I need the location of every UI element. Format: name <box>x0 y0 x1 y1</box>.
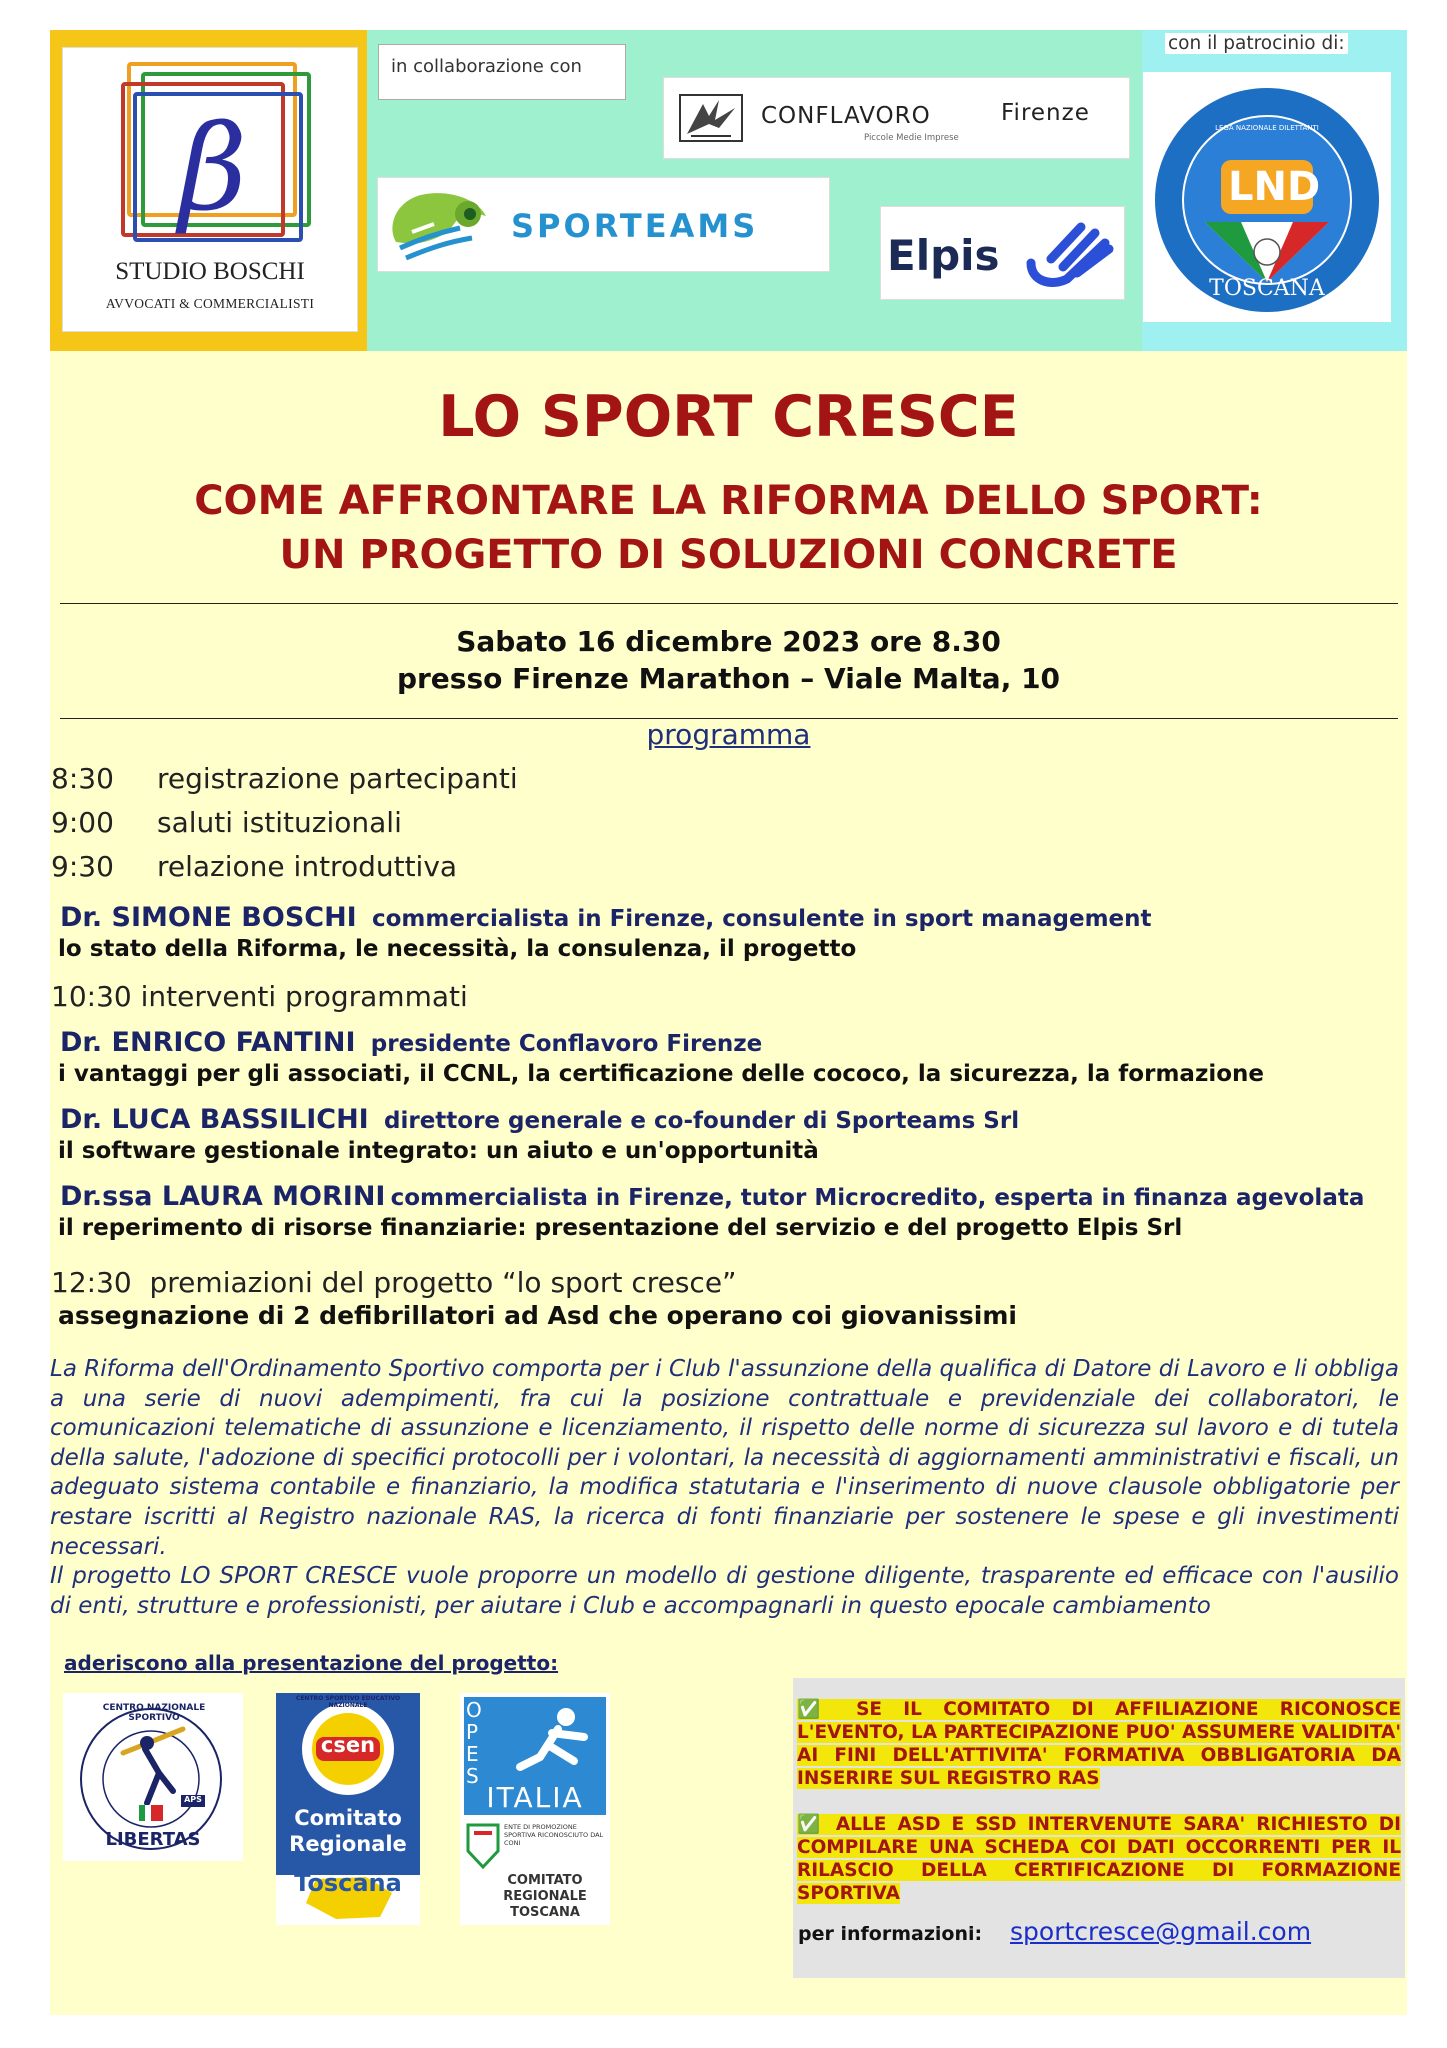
notice-certification <box>797 1813 1401 1905</box>
award-detail: assegnazione di 2 defibrillatori ad Asd che operano coi giovanissimi <box>58 1301 1017 1330</box>
conflavoro-eagle-icon <box>679 94 743 142</box>
collaboration-label: in collaborazione con <box>378 44 626 100</box>
speaker-role: commercialista in Firenze, tutor Microcredito, esperta in finanza agevolata <box>390 1185 1365 1211</box>
check-icon: ✅ <box>797 1814 825 1835</box>
notice-affiliation <box>797 1698 1401 1790</box>
sporteams-name: SPORTEAMS <box>511 207 759 245</box>
speaker-role: presidente Conflavoro Firenze <box>370 1031 763 1057</box>
lnd-region: TOSCANA <box>1209 276 1325 301</box>
notice-text: SE IL COMITATO DI AFFILIAZIONE RICONOSCE L'EVENTO, LA PARTECIPAZIONE PUO' ASSUMERE VALIDITA' AI FINI DELL'ATTIVITA' FORMATIVA OBBLIGATORIA DA INSERIRE SUL REGISTRO RAS <box>797 1699 1401 1789</box>
conflavoro-name: CONFLAVORO <box>761 103 931 129</box>
elpis-logo <box>880 206 1125 300</box>
schedule-time: 8:30 <box>51 762 114 795</box>
studio-boschi-logo <box>62 47 358 332</box>
speaker-role: commercialista in Firenze, consulente in sport management <box>372 906 1152 932</box>
beta-logo-letter: β <box>178 99 248 237</box>
schedule-text: registrazione partecipanti <box>157 762 518 795</box>
schedule-time: 9:00 <box>51 806 114 839</box>
libertas-badge: APS <box>184 1795 202 1804</box>
sporteams-logo <box>377 177 830 272</box>
csen-line-1: Comitato <box>294 1806 402 1830</box>
speaker-line <box>60 1181 1364 1212</box>
event-place: presso Firenze Marathon – Viale Malta, 10 <box>396 662 1061 695</box>
schedule-item <box>51 850 457 883</box>
csen-line-3: Toscana <box>294 1869 402 1897</box>
schedule-item <box>51 762 518 795</box>
schedule-time: 10:30 <box>51 980 132 1013</box>
event-subtitle <box>50 474 1407 582</box>
description-p2: Il progetto LO SPORT CRESCE vuole proporre un modello di gestione diligente, trasparente ed efficace con l'ausilio di enti, strutture e professionisti, per aiutare i Club e accompagnarli in questo epocale cambiamento <box>50 1563 1399 1619</box>
opes-committee-2: REGIONALE <box>503 1889 587 1904</box>
schedule-item <box>51 980 468 1013</box>
speaker-name: Dr. LUCA BASSILICHI <box>60 1104 369 1135</box>
programme-heading: programma <box>646 718 811 751</box>
speaker-topic: i vantaggi per gli associati, il CCNL, la certificazione delle cococo, la sicurezza, la formazione <box>58 1061 1264 1087</box>
divider-top <box>60 603 1398 604</box>
lnd-acronym: LND <box>1228 164 1321 210</box>
adherents-label: aderiscono alla presentazione del progetto: <box>64 1651 559 1675</box>
csen-ring-text: CENTRO SPORTIVO EDUCATIVO NAZIONALE <box>295 1695 401 1709</box>
conflavoro-city: Firenze <box>1001 100 1090 126</box>
speaker-topic: il software gestionale integrato: un aiuto e un'opportunità <box>58 1138 819 1164</box>
schedule-text: premiazioni del progetto “lo sport cresce” <box>149 1266 737 1299</box>
event-title: LO SPORT CRESCE <box>438 384 1019 450</box>
contact-email-link[interactable]: sportcresce@gmail.com <box>1010 1917 1312 1946</box>
schedule-item <box>51 806 402 839</box>
check-icon: ✅ <box>797 1699 835 1720</box>
conflavoro-tagline: Piccole Medie Imprese <box>864 133 959 143</box>
speaker-line <box>60 902 1152 933</box>
speaker-role: direttore generale e co-founder di Sporteams Srl <box>384 1108 1020 1134</box>
description-p1: La Riforma dell'Ordinamento Sportivo comporta per i Club l'assunzione della qualifica di Datore di Lavoro e li obbliga a una serie di nuovi adempimenti, fra cui la posizione contrattuale e previdenziale dei collaboratori, le comunicazioni telematiche di assunzione e licenziamento, il rispetto delle norme di sicurezza sul lavoro e di tutela della salute, l'adozione di specifici protocolli per i volontari, la necessità di aggiornamenti amministrativi e fiscali, un adeguato sistema contabile e finanziario, la modifica statutaria e l'inserimento di nuove clausole obbligatorie per restare iscritti al Registro nazionale RAS, la ricerca di fonti finanziarie per sostenere le spese e gli investimenti necessari. <box>50 1356 1399 1560</box>
csen-logo <box>276 1693 420 1925</box>
schedule-text: saluti istituzionali <box>157 806 402 839</box>
notice-text: ALLE ASD E SSD INTERVENUTE SARA' RICHIESTO DI COMPILARE UNA SCHEDA COI DATI OCCORRENTI PER IL RILASCIO DELLA CERTIFICAZIONE DI FORMAZIONE SPORTIVA <box>797 1814 1401 1904</box>
runner-icon <box>500 1703 600 1783</box>
speaker-topic: lo stato della Riforma, le necessità, la consulenza, il progetto <box>58 936 857 962</box>
speaker-topic: il reperimento di risorse finanziarie: presentazione del servizio e del progetto Elpis Srl <box>58 1215 1183 1241</box>
libertas-ring-text: CENTRO NAZIONALE SPORTIVO <box>102 1703 206 1723</box>
lnd-ring-text: LEGA NAZIONALE DILETTANTI <box>1215 124 1319 132</box>
schedule-text: relazione introduttiva <box>157 850 458 883</box>
schedule-item <box>51 1266 737 1299</box>
opes-committee-3: TOSCANA <box>510 1905 580 1920</box>
opes-logo <box>460 1693 610 1925</box>
speaker-line <box>60 1104 1019 1135</box>
schedule-text: interventi programmati <box>140 980 468 1013</box>
hand-icon <box>1021 219 1117 291</box>
coni-shield-icon <box>466 1823 500 1869</box>
speaker-name: Dr. ENRICO FANTINI <box>60 1027 356 1058</box>
opes-committee-1: COMITATO <box>507 1873 583 1888</box>
opes-vertical-name: OPES <box>466 1698 482 1788</box>
subtitle-line-1: COME AFFRONTARE LA RIFORMA DELLO SPORT: <box>194 478 1263 524</box>
subtitle-line-2: UN PROGETTO DI SOLUZIONI CONCRETE <box>279 532 1178 578</box>
opes-name: ITALIA <box>486 1781 584 1814</box>
speaker-line <box>60 1027 762 1058</box>
libertas-name: LIBERTAS <box>105 1829 201 1850</box>
csen-acronym: csen <box>320 1733 376 1757</box>
speaker-name: Dr. SIMONE BOSCHI <box>60 902 357 933</box>
opes-small-text: ENTE DI PROMOZIONE SPORTIVA RICONOSCIUTO DAL CONI <box>504 1823 604 1847</box>
speaker-name: Dr.ssa LAURA MORINI <box>60 1181 386 1212</box>
description-paragraph <box>50 1355 1399 1621</box>
event-date: Sabato 16 dicembre 2023 ore 8.30 <box>456 625 1001 658</box>
studio-subtitle: AVVOCATI & COMMERCIALISTI <box>105 296 315 311</box>
conflavoro-logo <box>663 77 1130 159</box>
libertas-logo <box>63 1693 243 1861</box>
csen-line-2: Regionale <box>289 1832 407 1856</box>
elpis-name: Elpis <box>887 231 1000 280</box>
schedule-time: 9:30 <box>51 850 114 883</box>
patronage-label: con il patrocinio di: <box>1165 33 1348 54</box>
chameleon-icon <box>382 184 506 266</box>
contact-label: per informazioni: <box>798 1923 983 1945</box>
studio-name: STUDIO BOSCHI <box>115 258 305 285</box>
schedule-time: 12:30 <box>51 1266 132 1299</box>
lnd-toscana-logo <box>1143 72 1391 322</box>
